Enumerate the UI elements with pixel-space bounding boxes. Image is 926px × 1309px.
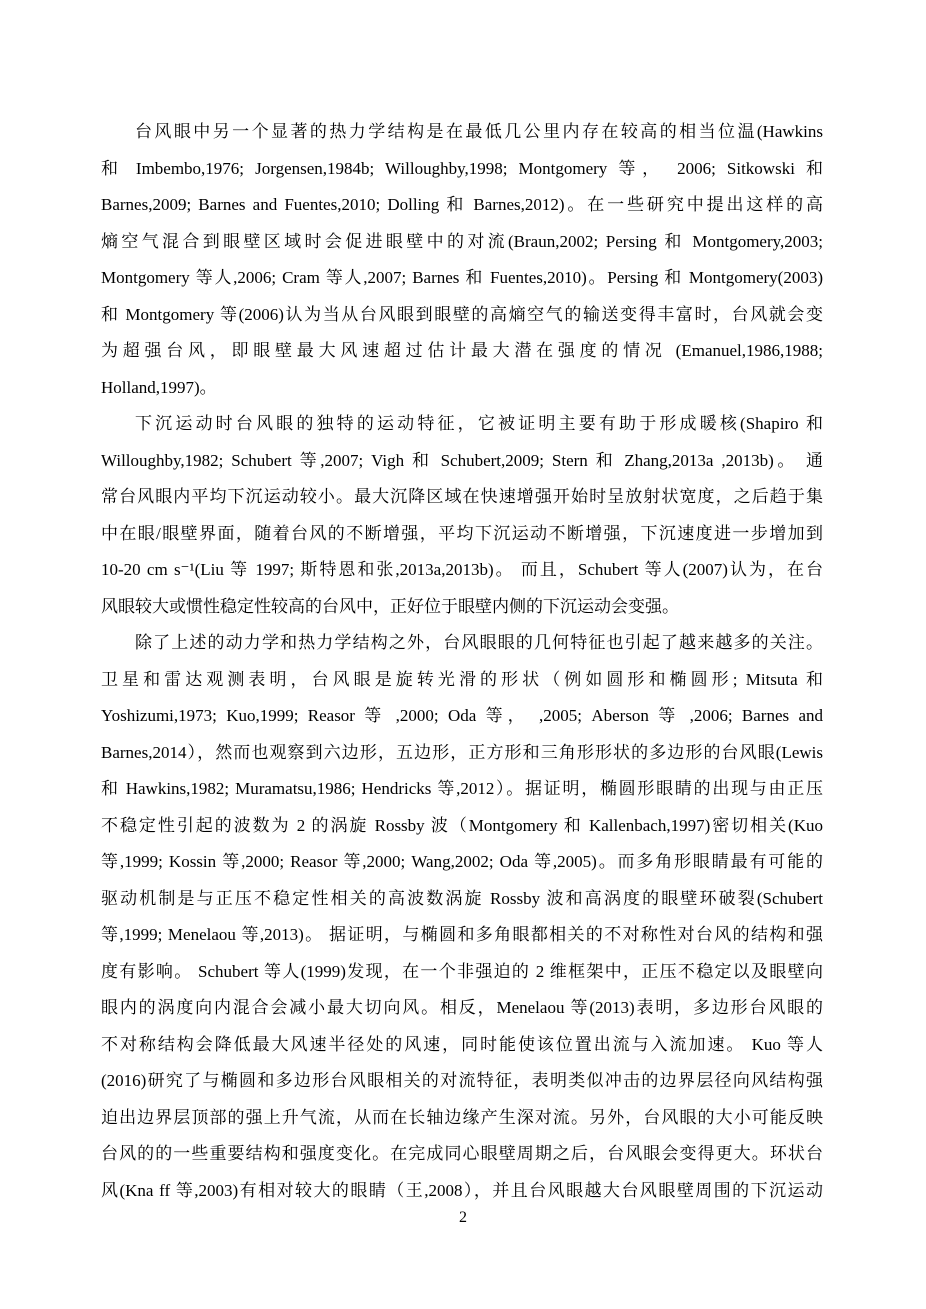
text-line: 除了上述的动力学和热力学结构之外，台风眼眼的几何特征也引起了越来越多的关注。: [135, 633, 823, 652]
text-line: 熵空气混合到眼壁区域时会促进眼壁中的对流(Braun,2002; Persing 和 Montgomery,2003;: [101, 231, 823, 251]
text-line: 度有影响。 Schubert 等人(1999)发现，在一个非强迫的 2 维框架中，正压不稳定以及眼壁向: [101, 961, 823, 981]
text-line: 不对称结构会降低最大风速半径处的风速，同时能使该位置出流与入流加速。 Kuo 等人: [101, 1034, 823, 1054]
text-line: 和 Imbembo,1976; Jorgensen,1984b; Willoughby,1998; Montgomery 等， 2006; Sitkowski 和: [101, 158, 823, 178]
text-line: 10-20 cm s⁻¹(Liu 等 1997; 斯特恩和张,2013a,2013b)。 而且，Schubert 等人(2007)认为，在台: [101, 560, 823, 579]
text-line: (2016)研究了与椭圆和多边形台风眼相关的对流特征，表明类似冲击的边界层径向风结构强: [101, 1071, 823, 1090]
text-line: 等,1999; Menelaou 等,2013)。 据证明，与椭圆和多角眼都相关的不对称性对台风的结构和强: [101, 925, 823, 944]
text-line: Barnes,2014），然而也观察到六边形，五边形，正方形和三角形形状的多边形的台风眼(Lewis: [101, 742, 823, 762]
text-line: 下沉运动时台风眼的独特的运动特征，它被证明主要有助于形成暖核(Shapiro 和: [135, 414, 823, 433]
text-line: 不稳定性引起的波数为 2 的涡旋 Rossby 波（Montgomery 和 Kallenbach,1997)密切相关(Kuo: [101, 815, 823, 835]
text-line: 眼内的涡度向内混合会减小最大切向风。相反，Menelaou 等(2013)表明，多边形台风眼的: [101, 998, 823, 1017]
text-line: 常台风眼内平均下沉运动较小。最大沉降区域在快速增强开始时呈放射状宽度，之后趋于集: [101, 487, 823, 506]
text-line: 等,1999; Kossin 等,2000; Reasor 等,2000; Wang,2002; Oda 等,2005)。而多角形眼睛最有可能的: [101, 852, 823, 871]
text-line: 和 Montgomery 等(2006)认为当从台风眼到眼壁的高熵空气的输送变得丰富时，台风就会变: [101, 304, 823, 324]
text-line: Willoughby,1982; Schubert 等,2007; Vigh 和 Schubert,2009; Stern 和 Zhang,2013a ,2013b)。 通: [101, 450, 823, 470]
text-line: 和 Hawkins,1982; Muramatsu,1986; Hendricks 等,2012）。据证明，椭圆形眼睛的出现与由正压: [101, 779, 823, 798]
paragraph-eye-geometry: [101, 625, 823, 1209]
text-line: Holland,1997)。: [101, 377, 217, 397]
text-line: 台风眼中另一个显著的热力学结构是在最低几公里内存在较高的相当位温(Hawkins: [135, 122, 823, 141]
paragraph-subsidence-motion: [101, 406, 823, 625]
document-body: [101, 114, 823, 1209]
text-line: 为超强台风，即眼壁最大风速超过估计最大潜在强度的情况 (Emanuel,1986,1988;: [101, 341, 823, 360]
text-line: Yoshizumi,1973; Kuo,1999; Reasor 等 ,2000; Oda 等， ,2005; Aberson 等 ,2006; Barnes and: [101, 706, 823, 725]
paragraph-thermodynamic-structure: [101, 114, 823, 406]
text-line: 台风的的一些重要结构和强度变化。在完成同心眼壁周期之后，台风眼会变得更大。环状台: [101, 1144, 823, 1163]
text-line: 卫星和雷达观测表明，台风眼是旋转光滑的形状（例如圆形和椭圆形; Mitsuta 和: [101, 669, 823, 689]
text-line: 风(Kna ff 等,2003)有相对较大的眼睛（王,2008），并且台风眼越大台风眼壁周围的下沉运动: [101, 1180, 823, 1200]
text-line: 驱动机制是与正压不稳定性相关的高波数涡旋 Rossby 波和高涡度的眼壁环破裂(Schubert: [101, 888, 823, 908]
text-line: 中在眼/眼壁界面，随着台风的不断增强，平均下沉运动不断增强，下沉速度进一步增加到: [101, 523, 823, 543]
text-line: 风眼较大或惯性稳定性较高的台风中，正好位于眼壁内侧的下沉运动会变强。: [101, 596, 679, 616]
text-line: 迫出边界层顶部的强上升气流，从而在长轴边缘产生深对流。另外，台风眼的大小可能反映: [101, 1107, 823, 1127]
text-line: Montgomery 等人,2006; Cram 等人,2007; Barnes 和 Fuentes,2010)。Persing 和 Montgomery(2003): [101, 268, 823, 287]
page-number: 2: [459, 1209, 467, 1226]
text-line: Barnes,2009; Barnes and Fuentes,2010; Dolling 和 Barnes,2012)。在一些研究中提出这样的高: [101, 195, 823, 214]
